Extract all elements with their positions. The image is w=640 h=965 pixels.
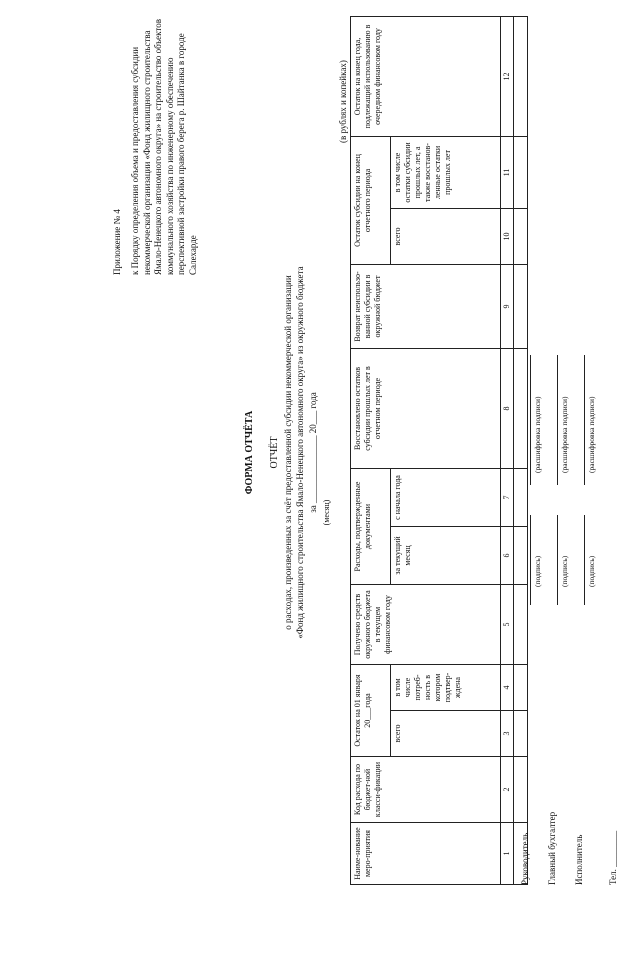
header-balance-jan1: Остаток на 01 января 20___года xyxy=(351,665,391,757)
report-period-hint: (месяц) xyxy=(322,499,331,526)
sign-caption: (подпись) xyxy=(533,555,542,587)
header-balance-year-end: Остаток на конец года, подлежащий использованию в очередном финансовом году xyxy=(351,16,501,136)
report-title: ОТЧЁТ xyxy=(269,436,280,469)
decode-caption: (расшифровка подписи) xyxy=(560,396,569,473)
decode-caption: (расшифровка подписи) xyxy=(533,396,542,473)
report-period-line: за _______________ 20___ года xyxy=(308,392,318,513)
appendix-title: Приложение № 4 xyxy=(112,209,122,275)
signature-executor-label: Исполнитель xyxy=(574,834,584,885)
header-end-prior-years: в том числе остатки субсидии прошлых лет, а также восстанов-ленные остатки прошлых лет xyxy=(391,136,501,208)
phone-label: Тел. ________ xyxy=(608,830,618,885)
column-number: 12 xyxy=(501,16,514,136)
column-number: 11 xyxy=(501,136,514,208)
header-balance-confirmed: в том числе потреб-ность в котором подтвер-ждена xyxy=(391,665,501,711)
header-restored-balances: Восстановлено остатков субсидии прошлых лет в отчетном периоде xyxy=(351,348,501,468)
table-row xyxy=(514,16,528,884)
sign-caption: (подпись) xyxy=(560,555,569,587)
sign-caption: (подпись) xyxy=(587,555,596,587)
column-number: 2 xyxy=(501,757,514,823)
signature-head-label: Руководитель xyxy=(520,832,530,885)
column-number: 8 xyxy=(501,348,514,468)
column-number: 7 xyxy=(501,468,514,526)
header-budget-code: Код расхода по бюджет-ной класси-фикации xyxy=(351,757,501,823)
header-end-total: всего xyxy=(391,208,501,264)
form-title: ФОРМА ОТЧЁТА xyxy=(244,410,255,495)
header-balance-period-end: Остаток субсидии на конец отчетного периода xyxy=(351,136,391,264)
report-table xyxy=(350,16,528,885)
decode-line xyxy=(584,355,585,485)
header-expenses-year: с начала года xyxy=(391,468,501,526)
header-confirmed-expenses: Расходы, подтвержденные документами xyxy=(351,468,391,584)
signature-accountant-label: Главный бухгалтер xyxy=(547,811,557,885)
report-subtitle-line1: о расходах, произведенных за счёт предоставленной субсидии некоммерческой организации xyxy=(283,275,293,630)
signature-line xyxy=(557,515,558,605)
header-expenses-month: за текущий месяц xyxy=(391,527,501,585)
header-returned-subsidy: Возврат неиспользо-ванной субсидии в окружной бюджет xyxy=(351,264,501,348)
column-number: 5 xyxy=(501,585,514,665)
decode-line xyxy=(557,355,558,485)
header-received-funds: Получено средств окружного бюджета в текущем финансовом году xyxy=(351,585,501,665)
appendix-text: к Порядку определения объема и предоставления субсидии некоммерческой организации «Фонд жилищного строительства Ямало-Ненецкого автономного округа» на строительство объектов коммунального хозяйства по инженерному обеспечению перспективной застройки правого берега р. Шайтанка в городе Салехарде xyxy=(130,19,198,275)
column-number: 4 xyxy=(501,665,514,711)
units-note: (в рублях и копейках) xyxy=(338,60,348,143)
column-number: 9 xyxy=(501,264,514,348)
signature-line xyxy=(530,515,531,605)
report-subtitle-line2: «Фонд жилищного строительства Ямало-Ненецкого автономного округа» из окружного бюджета xyxy=(295,266,305,639)
header-balance-total: всего xyxy=(391,711,501,757)
decode-line xyxy=(530,355,531,485)
header-activity-name: Наиме-нование меро-приятия xyxy=(351,823,501,885)
decode-caption: (расшифровка подписи) xyxy=(587,396,596,473)
column-number: 10 xyxy=(501,208,514,264)
column-number: 3 xyxy=(501,711,514,757)
signature-line xyxy=(584,515,585,605)
column-number: 1 xyxy=(501,823,514,885)
column-number: 6 xyxy=(501,527,514,585)
